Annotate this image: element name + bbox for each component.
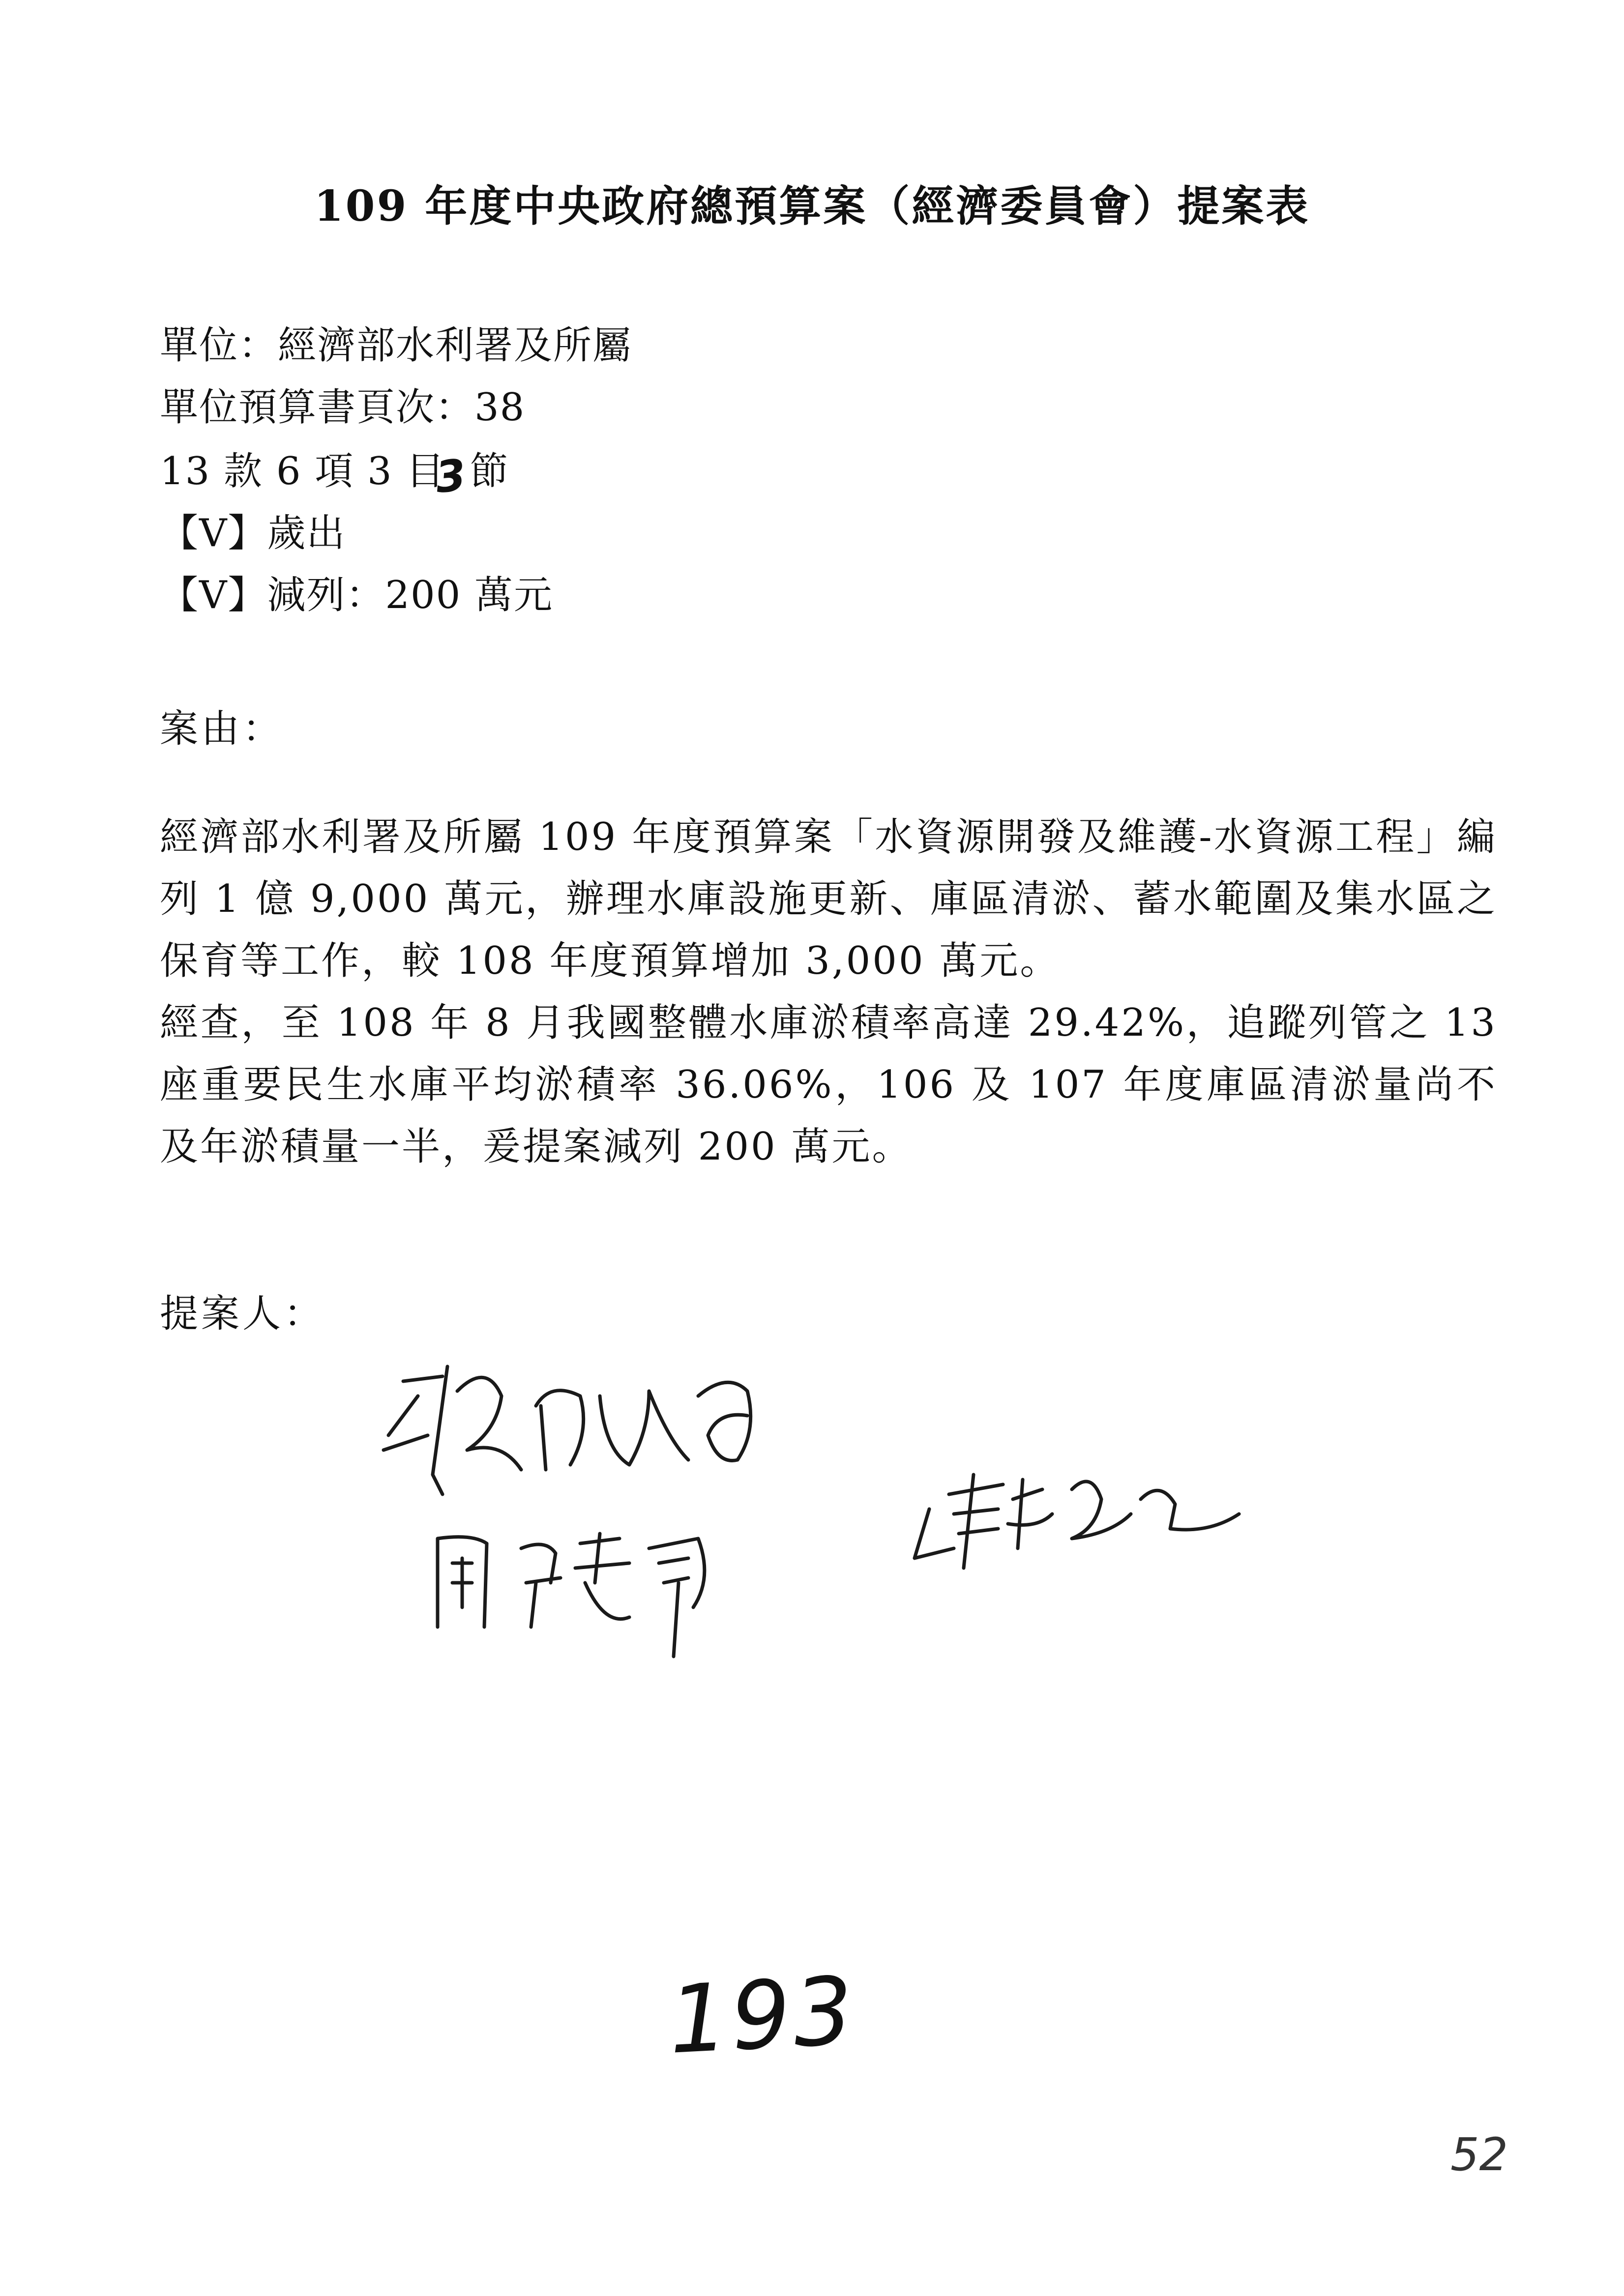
handwritten-number: 193 [666, 1956, 859, 2075]
budget-item-prefix: 13 款 6 項 3 目 [160, 449, 445, 494]
reduction-line: 【V】減列：200 萬元 [160, 573, 554, 617]
expenditure-checkbox-line: 【V】歲出 [160, 511, 346, 555]
handwritten-section-number: 3 [433, 449, 470, 503]
reason-paragraph-1: 經濟部水利署及所屬 109 年度預算案「水資源開發及維護-水資源工程」編列 1 億 9,000 萬元，辦理水庫設施更新、庫區清淤、蓄水範圍及集水區之保育等工作，較 108 年度預算增加 3,000 萬元。 [160, 815, 1497, 983]
reason-label: 案由： [160, 707, 284, 751]
proposer-label: 提案人： [160, 1292, 325, 1336]
unit-line: 單位：經濟部水利署及所屬 [160, 323, 632, 368]
document-title: 109 年度中央政府總預算案（經濟委員會）提案表 [314, 181, 1310, 231]
signature-1 [384, 1366, 751, 1494]
reason-body [160, 806, 1497, 1178]
signature-2 [438, 1534, 705, 1657]
budget-item-suffix: 節 [470, 449, 509, 494]
budget-page-line: 單位預算書頁次：38 [160, 385, 526, 430]
budget-item-line [160, 438, 1487, 502]
page-number: 52 [1450, 2128, 1508, 2181]
reason-paragraph-2: 經查，至 108 年 8 月我國整體水庫淤積率高達 29.42%，追蹤列管之 13 座重要民生水庫平均淤積率 36.06%，106 及 107 年度庫區清淤量尚不及年淤積量一半，爰提案減列 200 萬元。 [160, 1001, 1497, 1169]
handwritten-signatures [374, 1352, 1308, 1706]
proposal-header [160, 315, 1487, 626]
signature-3 [915, 1475, 1239, 1568]
